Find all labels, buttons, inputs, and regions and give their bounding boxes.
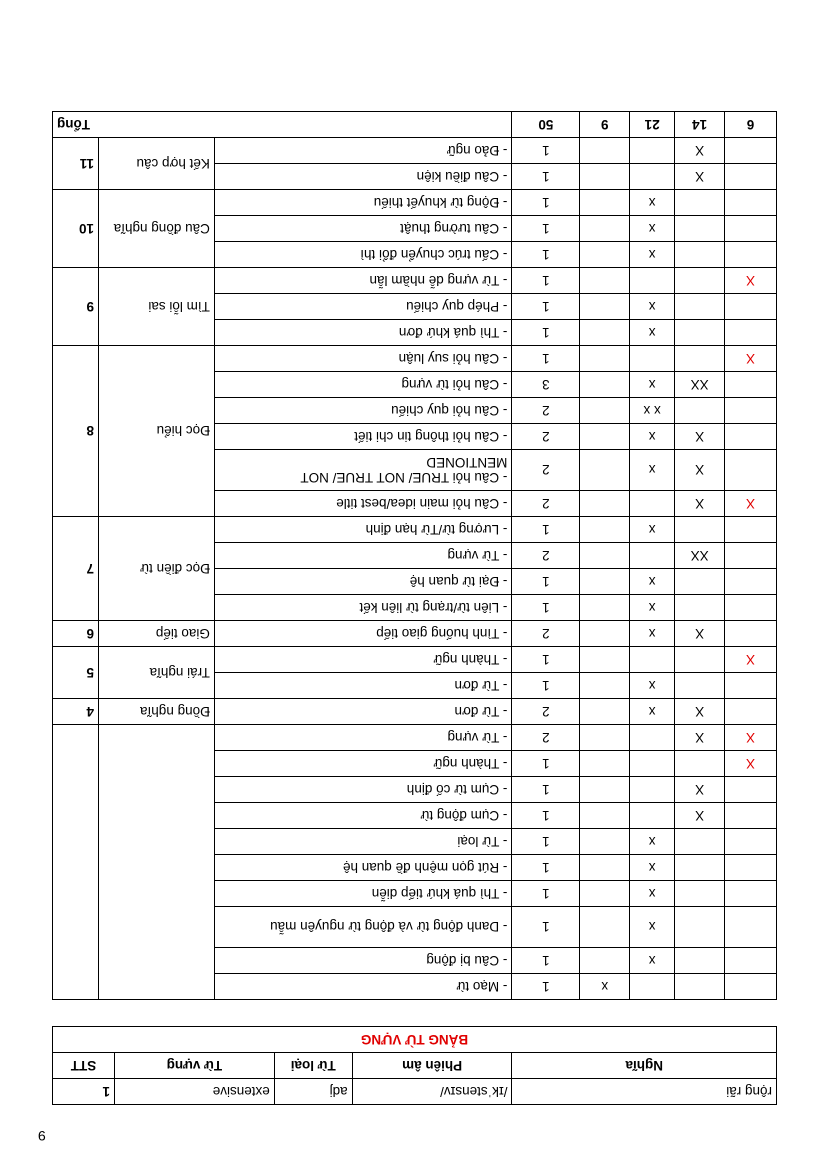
section-name: Câu đồng nghĩa — [99, 190, 215, 268]
question-count: 1 — [512, 974, 580, 1000]
question-count: 2 — [512, 621, 580, 647]
mark-c3 — [675, 242, 725, 268]
mark-c3 — [675, 320, 725, 346]
question-count: 1 — [512, 803, 580, 829]
question-count: 1 — [512, 517, 580, 543]
mark-c1 — [580, 855, 630, 881]
topic-item: - Câu hỏi thông tin chi tiết — [214, 424, 512, 450]
mark-c2 — [630, 974, 675, 1000]
mark-c2: x x — [630, 398, 675, 424]
mark-c3 — [675, 751, 725, 777]
mark-c4 — [725, 777, 777, 803]
question-count: 1 — [512, 242, 580, 268]
question-count: 2 — [512, 450, 580, 491]
mark-c4 — [725, 699, 777, 725]
question-count: 1 — [512, 346, 580, 372]
mark-c3 — [675, 881, 725, 907]
section-number: 8 — [53, 346, 99, 517]
mark-c2 — [630, 647, 675, 673]
mark-c2: x — [630, 216, 675, 242]
question-count: 2 — [512, 725, 580, 751]
question-count: 1 — [512, 569, 580, 595]
question-count: 1 — [512, 164, 580, 190]
mark-c1 — [580, 320, 630, 346]
vocab-title: BẢNG TỪ VỰNG — [53, 1027, 777, 1053]
mark-c1 — [580, 138, 630, 164]
mark-c2 — [630, 777, 675, 803]
question-count: 1 — [512, 647, 580, 673]
mark-c1 — [580, 190, 630, 216]
question-count: 1 — [512, 673, 580, 699]
mark-c2 — [630, 725, 675, 751]
matrix-row — [53, 164, 777, 190]
exam-matrix-body — [53, 138, 777, 1000]
vocab-header-word: Từ vựng — [114, 1053, 274, 1079]
mark-c3: X — [675, 164, 725, 190]
question-count: 1 — [512, 268, 580, 294]
mark-c2: x — [630, 855, 675, 881]
totals-c1: 9 — [580, 112, 630, 138]
mark-c1 — [580, 699, 630, 725]
topic-item: - Đảo ngữ — [214, 138, 512, 164]
question-count: 1 — [512, 829, 580, 855]
mark-c3: X — [675, 803, 725, 829]
totals-row — [53, 112, 777, 138]
vocab-header-meaning: Nghĩa — [512, 1053, 777, 1079]
section-name: Đọc hiểu — [99, 346, 215, 517]
mark-c4 — [725, 242, 777, 268]
topic-item: - Từ đơn — [214, 699, 512, 725]
topic-item: - Thành ngữ — [214, 751, 512, 777]
mark-c4: X — [725, 491, 777, 517]
mark-c3 — [675, 907, 725, 948]
question-count: 2 — [512, 543, 580, 569]
mark-c1 — [580, 517, 630, 543]
mark-c1 — [580, 450, 630, 491]
topic-item: - Rút gọn mệnh đề quan hệ — [214, 855, 512, 881]
mark-c2: x — [630, 595, 675, 621]
mark-c3 — [675, 647, 725, 673]
question-count: 2 — [512, 424, 580, 450]
mark-c4 — [725, 138, 777, 164]
mark-c3 — [675, 346, 725, 372]
topic-item: - Câu hỏi suy luận — [214, 346, 512, 372]
mark-c2: x — [630, 424, 675, 450]
topic-item: - Cụm từ cố định — [214, 777, 512, 803]
question-count: 1 — [512, 777, 580, 803]
topic-item: - Câu điều kiện — [214, 164, 512, 190]
vocab-header-phonetic: Phiên âm — [352, 1053, 512, 1079]
section-number: 10 — [53, 190, 99, 268]
mark-c3: X — [675, 491, 725, 517]
mark-c4: X — [725, 725, 777, 751]
mark-c2 — [630, 268, 675, 294]
question-count: 1 — [512, 881, 580, 907]
topic-item: - Câu hỏi quy chiếu — [214, 398, 512, 424]
mark-c2: x — [630, 907, 675, 948]
mark-c4 — [725, 450, 777, 491]
mark-c4 — [725, 543, 777, 569]
mark-c3 — [675, 595, 725, 621]
mark-c2: x — [630, 320, 675, 346]
mark-c1 — [580, 424, 630, 450]
vocab-header-stt: STT — [53, 1053, 115, 1079]
mark-c2: x — [630, 829, 675, 855]
section-name: Kết hợp câu — [99, 138, 215, 190]
mark-c2 — [630, 346, 675, 372]
mark-c3 — [675, 268, 725, 294]
mark-c2: x — [630, 621, 675, 647]
section-name: Đọc điền từ — [99, 517, 215, 621]
vocab-pos: adj — [274, 1079, 352, 1105]
mark-c2: x — [630, 517, 675, 543]
mark-c1 — [580, 647, 630, 673]
topic-item: - Cấu trúc chuyển đổi thì — [214, 242, 512, 268]
topic-item: - Tình huống giao tiếp — [214, 621, 512, 647]
mark-c3: X — [675, 138, 725, 164]
topic-item: - Từ vựng dễ nhầm lẫn — [214, 268, 512, 294]
section-number: 7 — [53, 517, 99, 621]
mark-c4 — [725, 190, 777, 216]
topic-item: - Lượng từ/Từ hạn định — [214, 517, 512, 543]
matrix-row — [53, 491, 777, 517]
section-number — [53, 725, 99, 1000]
totals-c2: 21 — [630, 112, 675, 138]
mark-c3 — [675, 569, 725, 595]
matrix-row — [53, 974, 777, 1000]
question-count: 1 — [512, 190, 580, 216]
mark-c1 — [580, 346, 630, 372]
page-number: 9 — [38, 1128, 46, 1144]
topic-item: - Động từ khuyết thiếu — [214, 190, 512, 216]
question-count: 1 — [512, 948, 580, 974]
mark-c3: X — [675, 699, 725, 725]
topic-item: - Từ đơn — [214, 673, 512, 699]
mark-c1 — [580, 595, 630, 621]
mark-c1 — [580, 569, 630, 595]
topic-item: - Từ loại — [214, 829, 512, 855]
section-number: 6 — [53, 621, 99, 647]
mark-c2 — [630, 803, 675, 829]
section-name: Trái nghĩa — [99, 647, 215, 699]
mark-c1 — [580, 881, 630, 907]
mark-c2 — [630, 138, 675, 164]
matrix-row — [53, 242, 777, 268]
section-name — [99, 725, 215, 1000]
topic-item: - Từ vựng — [214, 543, 512, 569]
question-count: 2 — [512, 491, 580, 517]
topic-item: - Câu hỏi TRUE/ NOT TRUE/ NOT MENTIONED — [214, 450, 512, 491]
mark-c4: X — [725, 268, 777, 294]
mark-c4 — [725, 948, 777, 974]
mark-c3 — [675, 398, 725, 424]
matrix-row — [53, 320, 777, 346]
topic-item: - Câu tường thuật — [214, 216, 512, 242]
mark-c1 — [580, 777, 630, 803]
matrix-row — [53, 673, 777, 699]
mark-c1 — [580, 543, 630, 569]
mark-c4 — [725, 881, 777, 907]
topic-item: - Câu hỏi main idea/best title — [214, 491, 512, 517]
mark-c3: XX — [675, 372, 725, 398]
topic-item: - Thành ngữ — [214, 647, 512, 673]
mark-c4 — [725, 803, 777, 829]
topic-item: - Câu bị động — [214, 948, 512, 974]
mark-c2: x — [630, 372, 675, 398]
question-count: 1 — [512, 751, 580, 777]
mark-c1 — [580, 372, 630, 398]
mark-c3 — [675, 829, 725, 855]
mark-c4 — [725, 569, 777, 595]
mark-c4 — [725, 621, 777, 647]
mark-c4 — [725, 855, 777, 881]
mark-c3: X — [675, 777, 725, 803]
mark-c2: x — [630, 294, 675, 320]
mark-c3: X — [675, 725, 725, 751]
totals-total: 50 — [512, 112, 580, 138]
mark-c4 — [725, 424, 777, 450]
question-count: 1 — [512, 907, 580, 948]
mark-c1: x — [580, 974, 630, 1000]
mark-c4 — [725, 372, 777, 398]
mark-c1 — [580, 491, 630, 517]
mark-c4 — [725, 907, 777, 948]
matrix-row — [53, 595, 777, 621]
question-count: 2 — [512, 699, 580, 725]
mark-c4: X — [725, 751, 777, 777]
vocabulary-table — [52, 1026, 777, 1105]
mark-c4: X — [725, 346, 777, 372]
mark-c3: X — [675, 424, 725, 450]
question-count: 1 — [512, 138, 580, 164]
mark-c1 — [580, 673, 630, 699]
totals-c3: 14 — [675, 112, 725, 138]
vocab-header-pos: Từ loại — [274, 1053, 352, 1079]
mark-c4 — [725, 294, 777, 320]
exam-matrix-table — [52, 111, 777, 1000]
topic-item: - Thì quá khứ đơn — [214, 320, 512, 346]
topic-item: - Liên từ/trạng từ liên kết — [214, 595, 512, 621]
section-name: Tìm lỗi sai — [99, 268, 215, 346]
mark-c4 — [725, 164, 777, 190]
topic-item: - Câu hỏi từ vựng — [214, 372, 512, 398]
mark-c3 — [675, 216, 725, 242]
mark-c1 — [580, 907, 630, 948]
question-count: 1 — [512, 595, 580, 621]
section-name: Giao tiếp — [99, 621, 215, 647]
topic-item: - Phép quy chiếu — [214, 294, 512, 320]
mark-c2: x — [630, 948, 675, 974]
mark-c3: X — [675, 621, 725, 647]
mark-c3 — [675, 855, 725, 881]
topic-item: - Mạo từ — [214, 974, 512, 1000]
mark-c1 — [580, 621, 630, 647]
topic-item: - Từ vựng — [214, 725, 512, 751]
topic-item: - Thì quá khứ tiếp diễn — [214, 881, 512, 907]
totals-label: Tổng — [53, 112, 512, 138]
topic-item: - Đại từ quan hệ — [214, 569, 512, 595]
mark-c1 — [580, 164, 630, 190]
matrix-row — [53, 699, 777, 725]
vocab-header-row — [53, 1053, 777, 1079]
vocab-word: extensive — [114, 1079, 274, 1105]
mark-c1 — [580, 948, 630, 974]
vocab-title-row — [53, 1027, 777, 1053]
mark-c2 — [630, 491, 675, 517]
mark-c2: x — [630, 450, 675, 491]
mark-c2: x — [630, 190, 675, 216]
question-count: 2 — [512, 398, 580, 424]
mark-c1 — [580, 398, 630, 424]
vocab-phonetic: /ɪkˈstensɪv/ — [352, 1079, 512, 1105]
mark-c2 — [630, 543, 675, 569]
mark-c4 — [725, 673, 777, 699]
mark-c1 — [580, 294, 630, 320]
mark-c2: x — [630, 569, 675, 595]
mark-c2: x — [630, 673, 675, 699]
vocab-row — [53, 1079, 777, 1105]
section-number: 11 — [53, 138, 99, 190]
mark-c4 — [725, 216, 777, 242]
mark-c1 — [580, 216, 630, 242]
mark-c3 — [675, 948, 725, 974]
mark-c4 — [725, 974, 777, 1000]
mark-c2: x — [630, 242, 675, 268]
section-number: 4 — [53, 699, 99, 725]
mark-c3 — [675, 673, 725, 699]
mark-c2: x — [630, 699, 675, 725]
mark-c3: X — [675, 450, 725, 491]
mark-c1 — [580, 803, 630, 829]
mark-c1 — [580, 725, 630, 751]
totals-c4: 6 — [725, 112, 777, 138]
vocab-stt: 1 — [53, 1079, 115, 1105]
mark-c4 — [725, 398, 777, 424]
mark-c3: XX — [675, 543, 725, 569]
mark-c4 — [725, 320, 777, 346]
mark-c1 — [580, 751, 630, 777]
mark-c3 — [675, 294, 725, 320]
mark-c4: X — [725, 647, 777, 673]
vocab-meaning: rộng rãi — [512, 1079, 777, 1105]
mark-c2: x — [630, 881, 675, 907]
topic-item: - Cụm động từ — [214, 803, 512, 829]
mark-c2 — [630, 751, 675, 777]
mark-c1 — [580, 268, 630, 294]
mark-c3 — [675, 974, 725, 1000]
mark-c1 — [580, 829, 630, 855]
mark-c4 — [725, 595, 777, 621]
mark-c4 — [725, 829, 777, 855]
question-count: 3 — [512, 372, 580, 398]
question-count: 1 — [512, 320, 580, 346]
topic-item: - Danh động từ và động từ nguyên mẫu — [214, 907, 512, 948]
mark-c1 — [580, 242, 630, 268]
mark-c2 — [630, 164, 675, 190]
matrix-row — [53, 621, 777, 647]
mark-c3 — [675, 190, 725, 216]
section-name: Đồng nghĩa — [99, 699, 215, 725]
mark-c3 — [675, 517, 725, 543]
section-number: 9 — [53, 268, 99, 346]
question-count: 1 — [512, 294, 580, 320]
section-number: 5 — [53, 647, 99, 699]
question-count: 1 — [512, 216, 580, 242]
mark-c4 — [725, 517, 777, 543]
question-count: 1 — [512, 855, 580, 881]
